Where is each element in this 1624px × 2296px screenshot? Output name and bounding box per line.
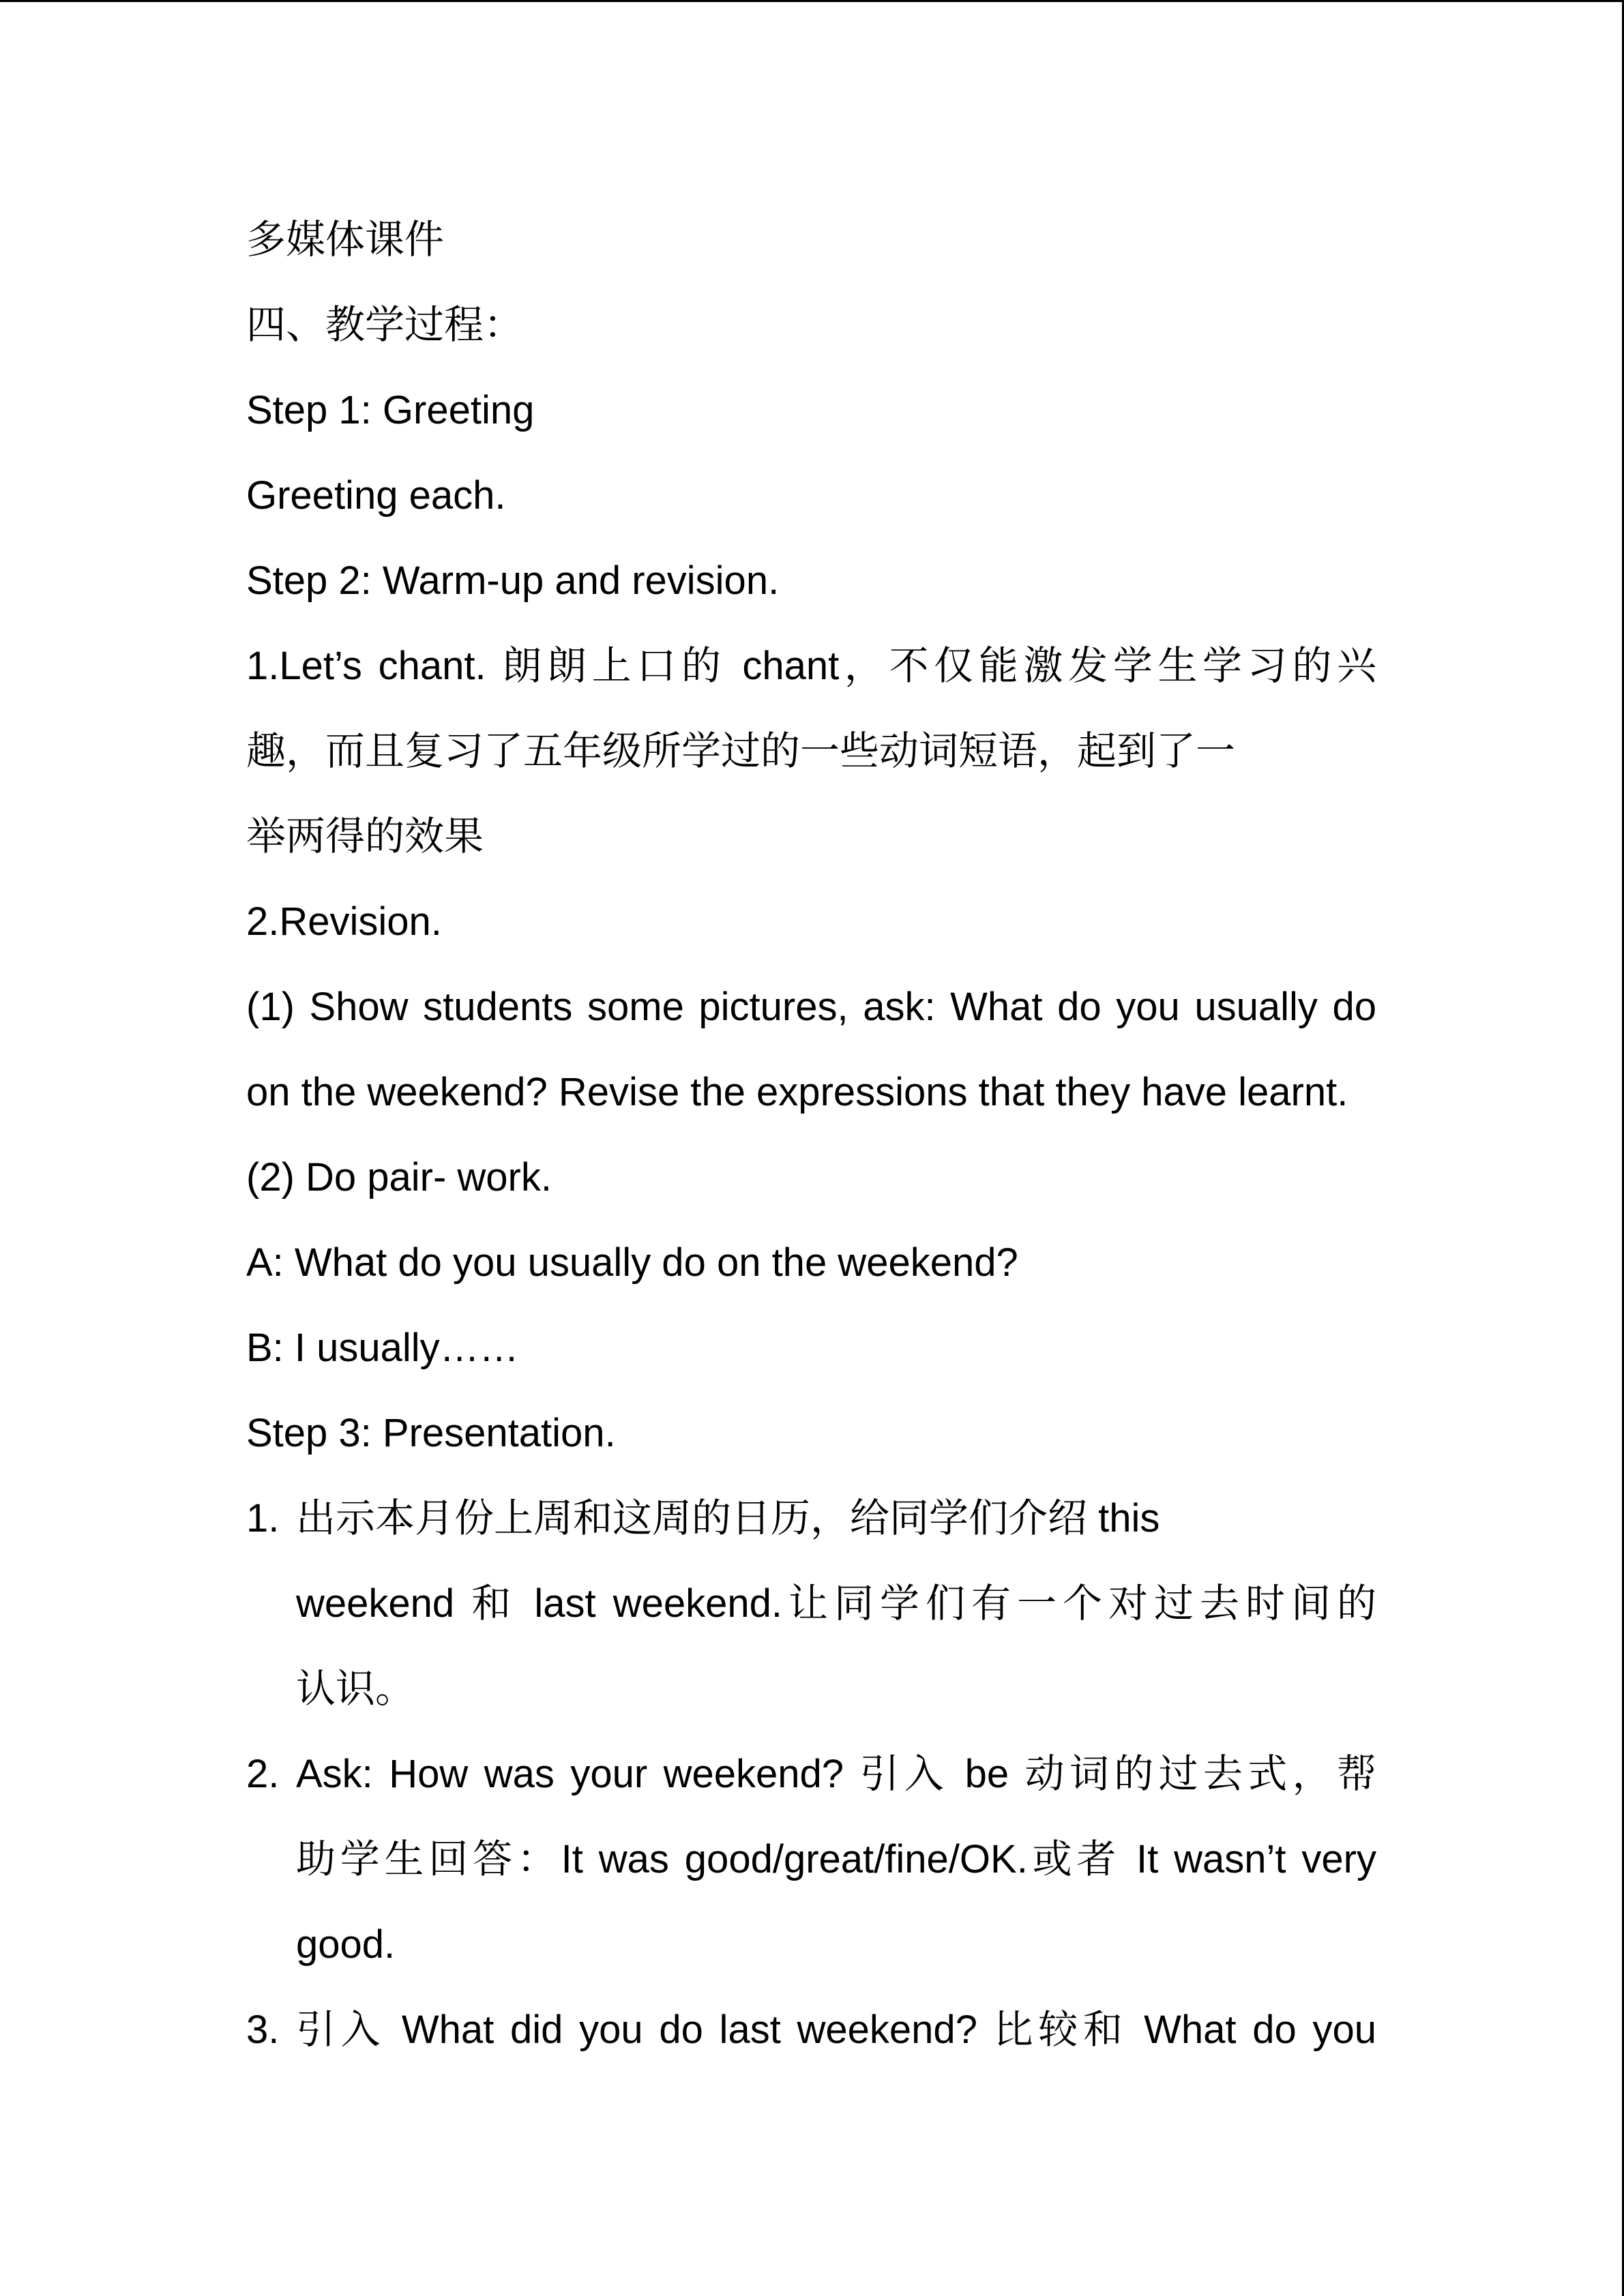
text-line: (1) Show students some pictures, ask: What do you usually do (246, 985, 1376, 1029)
paragraph-pair-work (246, 1135, 1376, 1220)
step-heading-presentation (246, 1390, 1376, 1476)
text-line: Step 1: Greeting (246, 388, 535, 432)
text-line: on the weekend? Revise the expressions that they have learnt. (246, 1070, 1348, 1114)
dialogue-line-b (246, 1305, 1376, 1390)
list-item (246, 1987, 1376, 2072)
list-marker: 2. (246, 1752, 280, 1796)
text-line: 1.Let’s chant. 朗朗上口的 chant，不仅能激发学生学习的兴 (246, 644, 1376, 688)
text-line: Step 3: Presentation. (246, 1411, 616, 1455)
text-line: good. (296, 1922, 396, 1967)
numbered-list (246, 1476, 1376, 2072)
paragraph-materials (246, 197, 1376, 282)
paragraph-chant (246, 623, 1376, 879)
paragraph-greeting (246, 453, 1376, 538)
list-item (246, 1476, 1376, 1731)
text-line: weekend 和 last weekend.让同学们有一个对过去时间的 (296, 1581, 1376, 1626)
text-line: 引入 What did you do last weekend? 比较和 What do you (296, 2008, 1376, 2052)
text-line: (2) Do pair- work. (246, 1155, 552, 1199)
text-line: 举两得的效果 (246, 814, 484, 859)
text-line: 助学生回答：It was good/great/fine/OK.或者 It wasn’t very (296, 1837, 1376, 1881)
text-line: Greeting each. (246, 473, 506, 518)
text-line: 出示本月份上周和这周的日历，给同学们介绍 this (296, 1496, 1160, 1540)
document-body (246, 197, 1376, 2072)
text-line: 趣，而且复习了五年级所学过的一些动词短语，起到了一 (246, 729, 1236, 773)
text-line: 多媒体课件 (246, 218, 445, 262)
text-line: 2.Revision. (246, 899, 442, 944)
list-item (246, 1731, 1376, 1987)
dialogue-line-a (246, 1220, 1376, 1305)
step-heading-greeting (246, 368, 1376, 453)
text-line: A: What do you usually do on the weekend? (246, 1240, 1018, 1285)
text-line: Step 2: Warm-up and revision. (246, 558, 780, 603)
list-marker: 1. (246, 1496, 280, 1540)
step-heading-warm-up (246, 538, 1376, 623)
text-line: B: I usually…… (246, 1326, 519, 1370)
list-marker: 3. (246, 2008, 280, 2052)
paragraph-revision-heading (246, 879, 1376, 964)
text-line: 四、教学过程： (246, 303, 524, 347)
section-heading-teaching-process (246, 282, 1376, 368)
paragraph-show-pictures (246, 964, 1376, 1135)
text-line: 认识。 (296, 1667, 415, 1711)
text-line: Ask: How was your weekend? 引入 be 动词的过去式，帮 (296, 1752, 1376, 1796)
